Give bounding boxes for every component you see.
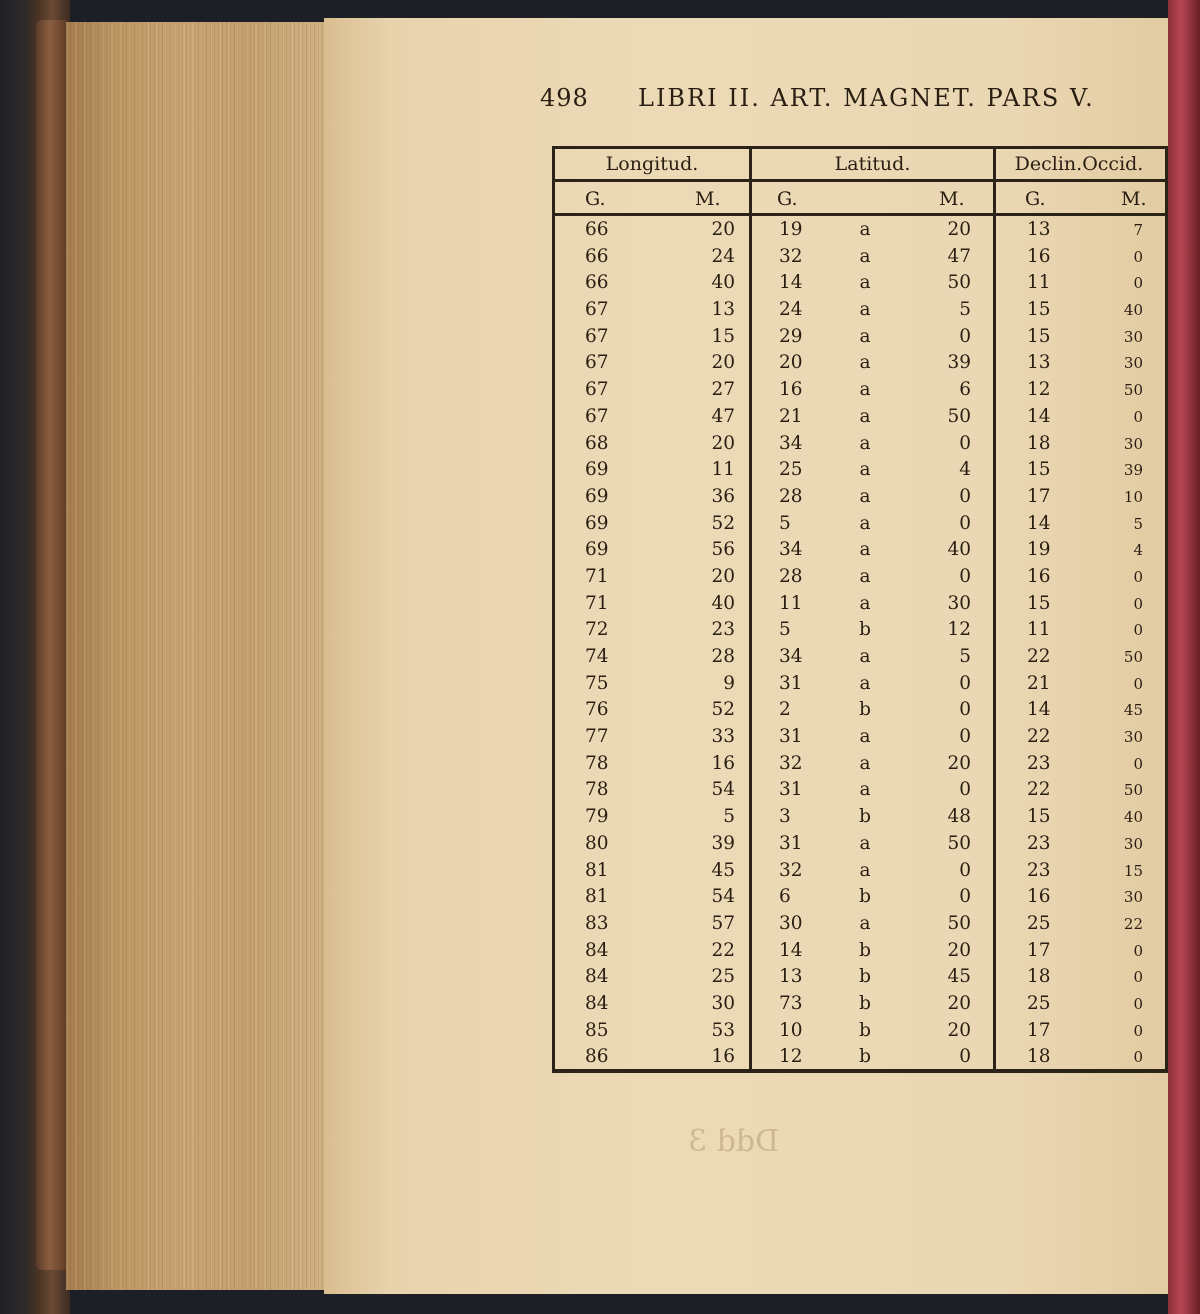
longitude-minutes-cell: 33 (711, 726, 735, 748)
longitude-degrees-cell: 66 (585, 219, 609, 240)
page-number: 498 (540, 84, 589, 112)
declination-degrees-cell: 22 (1027, 726, 1051, 748)
latitude-degrees-cell: 24 (779, 299, 803, 321)
longitude-degrees-cell: 71 (585, 592, 609, 614)
longitude-minutes-cell: 36 (711, 485, 735, 507)
longitude-minutes-cell: 23 (711, 619, 735, 641)
longitude-degrees-cell: 66 (585, 272, 609, 294)
latitude-side-cell: a (859, 672, 871, 694)
header-rule-1 (555, 179, 1165, 182)
longitude-minutes-cell: 20 (711, 565, 735, 587)
latitude-degrees-cell: 14 (779, 939, 803, 961)
longitude-degrees-cell: 77 (585, 726, 609, 748)
latitude-degrees-cell: 25 (779, 459, 803, 481)
table-row (555, 911, 1165, 938)
longitude-degrees-cell: 80 (585, 832, 609, 854)
sub-latitude-g: G. (777, 188, 798, 210)
longitude-degrees-cell: 69 (585, 539, 609, 561)
longitude-degrees-cell: 67 (585, 325, 609, 347)
leather-spine (36, 20, 70, 1270)
longitude-minutes-cell: 52 (711, 699, 735, 721)
longitude-minutes-cell: 24 (711, 245, 735, 267)
latitude-degrees-cell: 31 (779, 832, 803, 854)
latitude-minutes-cell: 0 (959, 859, 971, 881)
longitude-degrees-cell: 86 (585, 1046, 609, 1068)
table-row (555, 831, 1165, 858)
declination-degrees-cell: 25 (1027, 912, 1051, 934)
declination-minutes-cell: 40 (1123, 301, 1143, 320)
longitude-degrees-cell: 78 (585, 779, 609, 801)
declination-degrees-cell: 15 (1027, 592, 1051, 614)
latitude-degrees-cell: 5 (779, 512, 791, 534)
latitude-side-cell: a (859, 299, 871, 321)
latitude-minutes-cell: 20 (947, 1019, 971, 1041)
page-header (540, 84, 1140, 124)
latitude-degrees-cell: 30 (779, 912, 803, 934)
table-row (555, 938, 1165, 965)
table-row (555, 537, 1165, 564)
latitude-minutes-cell: 0 (959, 886, 971, 908)
declination-minutes-cell: 10 (1123, 487, 1143, 506)
longitude-degrees-cell: 69 (585, 459, 609, 481)
declination-minutes-cell: 30 (1123, 834, 1143, 853)
running-title: LIBRI II. ART. MAGNET. PARS V. (638, 84, 1095, 112)
latitude-degrees-cell: 73 (779, 992, 803, 1014)
longitude-minutes-cell: 20 (711, 352, 735, 374)
declination-degrees-cell: 15 (1027, 459, 1051, 481)
latitude-minutes-cell: 5 (959, 299, 971, 321)
latitude-degrees-cell: 32 (779, 245, 803, 267)
declination-degrees-cell: 17 (1027, 485, 1051, 507)
longitude-minutes-cell: 9 (723, 672, 735, 694)
longitude-minutes-cell: 39 (711, 832, 735, 854)
longitude-minutes-cell: 16 (711, 1046, 735, 1068)
declination-degrees-cell: 22 (1027, 779, 1051, 801)
declination-degrees-cell: 11 (1027, 619, 1051, 641)
red-page-edge (1168, 0, 1200, 1314)
latitude-minutes-cell: 50 (947, 272, 971, 294)
longitude-minutes-cell: 47 (711, 405, 735, 427)
group-declination: Declin.Occid. (1014, 153, 1144, 175)
latitude-degrees-cell: 31 (779, 779, 803, 801)
table-row (555, 751, 1165, 778)
longitude-minutes-cell: 30 (711, 992, 735, 1014)
latitude-side-cell: a (859, 912, 871, 934)
latitude-side-cell: a (859, 592, 871, 614)
longitude-degrees-cell: 81 (585, 859, 609, 881)
longitude-minutes-cell: 13 (711, 299, 735, 321)
longitude-minutes-cell: 27 (711, 379, 735, 401)
longitude-degrees-cell: 69 (585, 512, 609, 534)
longitude-minutes-cell: 28 (711, 646, 735, 667)
latitude-minutes-cell: 0 (959, 779, 971, 801)
declination-degrees-cell: 23 (1027, 832, 1051, 854)
latitude-side-cell: a (859, 539, 871, 561)
table-row (555, 564, 1165, 591)
table-row (555, 1044, 1165, 1071)
latitude-minutes-cell: 0 (959, 512, 971, 534)
latitude-minutes-cell: 30 (947, 592, 971, 614)
longitude-minutes-cell: 25 (711, 966, 735, 988)
table-body (555, 217, 1165, 1071)
latitude-minutes-cell: 50 (947, 405, 971, 427)
longitude-minutes-cell: 45 (711, 859, 735, 881)
longitude-degrees-cell: 84 (585, 992, 609, 1014)
latitude-side-cell: a (859, 565, 871, 587)
latitude-minutes-cell: 20 (947, 939, 971, 961)
show-through-signature: Ddd 3 (688, 1124, 780, 1159)
latitude-minutes-cell: 20 (947, 752, 971, 774)
longitude-degrees-cell: 67 (585, 299, 609, 321)
declination-minutes-cell: 0 (1133, 754, 1143, 773)
declination-minutes-cell: 30 (1123, 327, 1143, 346)
sub-longitude-m: M. (695, 188, 721, 210)
latitude-degrees-cell: 19 (779, 219, 803, 240)
longitude-degrees-cell: 75 (585, 672, 609, 694)
longitude-degrees-cell: 67 (585, 379, 609, 401)
declination-minutes-cell: 0 (1133, 274, 1143, 293)
declination-degrees-cell: 18 (1027, 966, 1051, 988)
declination-minutes-cell: 0 (1133, 674, 1143, 693)
latitude-side-cell: a (859, 245, 871, 267)
longitude-minutes-cell: 40 (711, 592, 735, 614)
longitude-degrees-cell: 79 (585, 806, 609, 828)
latitude-side-cell: b (859, 992, 871, 1014)
declination-minutes-cell: 0 (1133, 567, 1143, 586)
group-longitude: Longitud. (605, 153, 699, 175)
table-row (555, 617, 1165, 644)
longitude-minutes-cell: 11 (711, 459, 735, 481)
table-row (555, 297, 1165, 324)
latitude-minutes-cell: 0 (959, 485, 971, 507)
declination-minutes-cell: 30 (1123, 434, 1143, 453)
longitude-degrees-cell: 68 (585, 432, 609, 454)
declination-degrees-cell: 11 (1027, 272, 1051, 294)
longitude-minutes-cell: 56 (711, 539, 735, 561)
table-row (555, 777, 1165, 804)
latitude-side-cell: a (859, 219, 871, 240)
declination-minutes-cell: 0 (1133, 621, 1143, 640)
latitude-degrees-cell: 5 (779, 619, 791, 641)
longitude-minutes-cell: 5 (723, 806, 735, 828)
latitude-minutes-cell: 45 (947, 966, 971, 988)
latitude-minutes-cell: 20 (947, 219, 971, 240)
latitude-degrees-cell: 34 (779, 539, 803, 561)
declination-minutes-cell: 0 (1133, 407, 1143, 426)
latitude-minutes-cell: 0 (959, 699, 971, 721)
latitude-degrees-cell: 32 (779, 859, 803, 881)
group-latitude: Latitud. (834, 153, 911, 175)
declination-degrees-cell: 23 (1027, 752, 1051, 774)
latitude-side-cell: b (859, 886, 871, 908)
table-row (555, 511, 1165, 538)
declination-minutes-cell: 50 (1123, 381, 1143, 400)
table-row (555, 404, 1165, 431)
latitude-minutes-cell: 40 (947, 539, 971, 561)
latitude-minutes-cell: 0 (959, 726, 971, 748)
sub-longitude-g: G. (585, 188, 606, 210)
longitude-degrees-cell: 76 (585, 699, 609, 721)
latitude-minutes-cell: 20 (947, 992, 971, 1014)
declination-minutes-cell: 40 (1123, 808, 1143, 827)
table-row (555, 858, 1165, 885)
latitude-degrees-cell: 13 (779, 966, 803, 988)
latitude-side-cell: b (859, 966, 871, 988)
latitude-minutes-cell: 0 (959, 672, 971, 694)
latitude-degrees-cell: 29 (779, 325, 803, 347)
declination-minutes-cell: 50 (1123, 648, 1143, 666)
latitude-side-cell: b (859, 699, 871, 721)
declination-degrees-cell: 23 (1027, 859, 1051, 881)
latitude-degrees-cell: 31 (779, 672, 803, 694)
latitude-side-cell: a (859, 325, 871, 347)
table-row (555, 671, 1165, 698)
declination-minutes-cell: 4 (1133, 541, 1143, 560)
latitude-side-cell: b (859, 1019, 871, 1041)
declination-degrees-cell: 17 (1027, 1019, 1051, 1041)
latitude-degrees-cell: 34 (779, 646, 803, 667)
latitude-side-cell: a (859, 832, 871, 854)
longitude-degrees-cell: 74 (585, 646, 609, 667)
longitude-minutes-cell: 20 (711, 219, 735, 240)
declination-minutes-cell: 0 (1133, 247, 1143, 266)
declination-degrees-cell: 16 (1027, 886, 1051, 908)
latitude-side-cell: a (859, 405, 871, 427)
table-row (555, 724, 1165, 751)
latitude-degrees-cell: 20 (779, 352, 803, 374)
latitude-side-cell: a (859, 512, 871, 534)
declination-degrees-cell: 12 (1027, 379, 1051, 401)
declination-minutes-cell: 0 (1133, 968, 1143, 987)
declination-degrees-cell: 19 (1027, 539, 1051, 561)
longitude-degrees-cell: 66 (585, 245, 609, 267)
latitude-degrees-cell: 21 (779, 405, 803, 427)
longitude-degrees-cell: 81 (585, 886, 609, 908)
latitude-side-cell: a (859, 646, 871, 667)
latitude-degrees-cell: 2 (779, 699, 791, 721)
longitude-degrees-cell: 84 (585, 939, 609, 961)
declination-degrees-cell: 15 (1027, 325, 1051, 347)
longitude-minutes-cell: 15 (711, 325, 735, 347)
latitude-degrees-cell: 28 (779, 565, 803, 587)
table-row (555, 244, 1165, 271)
latitude-degrees-cell: 10 (779, 1019, 803, 1041)
longitude-degrees-cell: 78 (585, 752, 609, 774)
sub-latitude-m: M. (939, 188, 965, 210)
latitude-side-cell: a (859, 459, 871, 481)
longitude-degrees-cell: 71 (585, 565, 609, 587)
longitude-minutes-cell: 54 (711, 779, 735, 801)
table-row (555, 884, 1165, 911)
latitude-degrees-cell: 31 (779, 726, 803, 748)
latitude-side-cell: b (859, 806, 871, 828)
latitude-minutes-cell: 47 (947, 245, 971, 267)
latitude-minutes-cell: 0 (959, 565, 971, 587)
latitude-side-cell: a (859, 432, 871, 454)
declination-degrees-cell: 25 (1027, 992, 1051, 1014)
latitude-minutes-cell: 4 (959, 459, 971, 481)
longitude-minutes-cell: 53 (711, 1019, 735, 1041)
declination-degrees-cell: 15 (1027, 299, 1051, 321)
table-row (555, 591, 1165, 618)
declination-minutes-cell: 45 (1123, 701, 1143, 720)
declination-minutes-cell: 30 (1123, 888, 1143, 907)
longitude-degrees-cell: 84 (585, 966, 609, 988)
latitude-degrees-cell: 11 (779, 592, 803, 614)
declination-degrees-cell: 16 (1027, 245, 1051, 267)
declination-degrees-cell: 13 (1027, 219, 1051, 240)
table-row (555, 484, 1165, 511)
latitude-minutes-cell: 50 (947, 832, 971, 854)
declination-minutes-cell: 22 (1123, 914, 1143, 933)
latitude-side-cell: a (859, 272, 871, 294)
latitude-degrees-cell: 16 (779, 379, 803, 401)
longitude-degrees-cell: 72 (585, 619, 609, 641)
latitude-side-cell: b (859, 619, 871, 641)
latitude-side-cell: a (859, 726, 871, 748)
header-rule-2 (555, 213, 1165, 216)
longitude-degrees-cell: 83 (585, 912, 609, 934)
declination-minutes-cell: 39 (1123, 461, 1143, 480)
declination-degrees-cell: 15 (1027, 806, 1051, 828)
declination-degrees-cell: 21 (1027, 672, 1051, 694)
latitude-minutes-cell: 6 (959, 379, 971, 401)
latitude-side-cell: a (859, 485, 871, 507)
table-row (555, 377, 1165, 404)
declination-degrees-cell: 14 (1027, 699, 1051, 721)
declination-degrees-cell: 18 (1027, 1046, 1051, 1068)
longitude-minutes-cell: 20 (711, 432, 735, 454)
declination-degrees-cell: 22 (1027, 646, 1051, 667)
declination-minutes-cell: 0 (1133, 994, 1143, 1013)
declination-degrees-cell: 17 (1027, 939, 1051, 961)
declination-minutes-cell: 7 (1133, 221, 1143, 239)
declination-degrees-cell: 14 (1027, 405, 1051, 427)
page-edges-block (66, 22, 328, 1290)
latitude-side-cell: a (859, 352, 871, 374)
declination-degrees-cell: 18 (1027, 432, 1051, 454)
sub-declination-g: G. (1025, 188, 1046, 210)
latitude-degrees-cell: 32 (779, 752, 803, 774)
sub-declination-m: M. (1121, 188, 1147, 210)
latitude-minutes-cell: 12 (947, 619, 971, 641)
latitude-minutes-cell: 0 (959, 432, 971, 454)
longitude-degrees-cell: 69 (585, 485, 609, 507)
longitude-minutes-cell: 16 (711, 752, 735, 774)
latitude-degrees-cell: 28 (779, 485, 803, 507)
longitude-minutes-cell: 40 (711, 272, 735, 294)
table-row (555, 964, 1165, 991)
table-row (555, 697, 1165, 724)
table-row (555, 217, 1165, 244)
declination-minutes-cell: 30 (1123, 354, 1143, 373)
longitude-minutes-cell: 57 (711, 912, 735, 934)
latitude-minutes-cell: 48 (947, 806, 971, 828)
latitude-degrees-cell: 14 (779, 272, 803, 294)
table-row (555, 804, 1165, 831)
declination-minutes-cell: 0 (1133, 1048, 1143, 1067)
longitude-minutes-cell: 52 (711, 512, 735, 534)
longitude-degrees-cell: 67 (585, 405, 609, 427)
latitude-side-cell: b (859, 1046, 871, 1068)
latitude-side-cell: a (859, 779, 871, 801)
table-row (555, 324, 1165, 351)
declination-minutes-cell: 5 (1133, 514, 1143, 533)
longitude-minutes-cell: 54 (711, 886, 735, 908)
longitude-degrees-cell: 67 (585, 352, 609, 374)
declination-degrees-cell: 14 (1027, 512, 1051, 534)
declination-table (552, 146, 1168, 1073)
longitude-minutes-cell: 22 (711, 939, 735, 961)
table-row (555, 644, 1165, 671)
latitude-side-cell: b (859, 939, 871, 961)
latitude-minutes-cell: 5 (959, 646, 971, 667)
latitude-minutes-cell: 0 (959, 1046, 971, 1068)
latitude-side-cell: a (859, 752, 871, 774)
table-row (555, 1018, 1165, 1045)
latitude-minutes-cell: 0 (959, 325, 971, 347)
table-row (555, 270, 1165, 297)
latitude-minutes-cell: 39 (947, 352, 971, 374)
latitude-degrees-cell: 6 (779, 886, 791, 908)
table-row (555, 991, 1165, 1018)
longitude-degrees-cell: 85 (585, 1019, 609, 1041)
declination-minutes-cell: 50 (1123, 781, 1143, 800)
table-row (555, 350, 1165, 377)
declination-minutes-cell: 0 (1133, 1021, 1143, 1040)
latitude-degrees-cell: 34 (779, 432, 803, 454)
declination-degrees-cell: 13 (1027, 352, 1051, 374)
latitude-side-cell: a (859, 379, 871, 401)
declination-minutes-cell: 0 (1133, 594, 1143, 613)
declination-minutes-cell: 15 (1123, 861, 1143, 880)
latitude-degrees-cell: 3 (779, 806, 791, 828)
declination-minutes-cell: 0 (1133, 941, 1143, 960)
latitude-side-cell: a (859, 859, 871, 881)
latitude-degrees-cell: 12 (779, 1046, 803, 1068)
declination-minutes-cell: 30 (1123, 728, 1143, 747)
table-row (555, 457, 1165, 484)
latitude-minutes-cell: 50 (947, 912, 971, 934)
declination-degrees-cell: 16 (1027, 565, 1051, 587)
table-row (555, 431, 1165, 458)
